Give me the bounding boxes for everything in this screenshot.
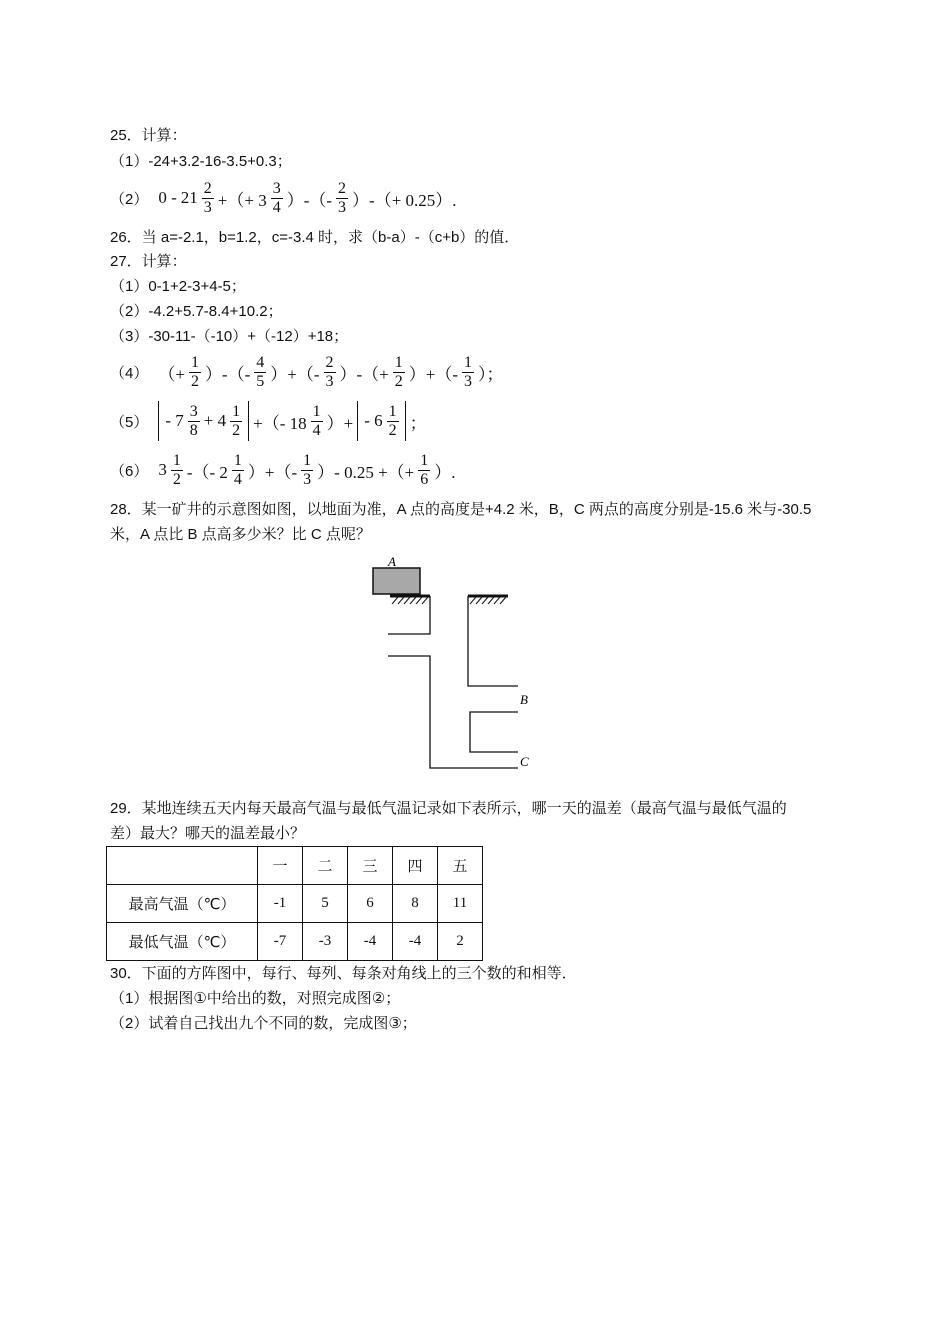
table-cell: 最高气温（℃） <box>107 885 258 923</box>
q28-line2: 米，A 点比 B 点高多少米？比 C 点呢？ <box>110 526 371 543</box>
fraction: $\frac{1}{6}$ <box>420 451 429 488</box>
table-cell: 最低气温（℃） <box>107 923 258 961</box>
q29-line1: 29．某地连续五天内每天最高气温与最低气温记录如下表所示，哪一天的温差（最高气温与最低气温的 <box>110 800 787 817</box>
table-cell: 11 <box>438 885 483 923</box>
fraction: $\frac{1}{2}$ <box>232 402 241 439</box>
table-row <box>107 885 483 923</box>
fraction: $\frac{1}{3}$ <box>303 451 312 488</box>
fraction: $\frac{4}{5}$ <box>256 353 265 390</box>
fraction: $\frac{1}{2}$ <box>190 353 199 390</box>
mine-diagram <box>360 550 560 780</box>
absolute-value: - 7 $\frac{3}{8}$ + 4 $\frac{1}{2}$ <box>158 401 249 441</box>
fraction: $\frac{1}{2}$ <box>172 451 181 488</box>
q27-part1: （1）0-1+2-3+4-5； <box>110 278 246 295</box>
table-cell: 二 <box>303 847 348 885</box>
fraction: $\frac{1}{4}$ <box>233 451 242 488</box>
point-a-block <box>373 568 420 594</box>
q27-part6: （6） 3 $\frac{1}{2}$ -（- 2 $\frac{1}{4}$ ）+（- $\frac{1}{3}$ ）- 0.25 +（+ $\frac{1}{6}$ ）. <box>110 451 456 488</box>
table-header-row <box>107 847 483 885</box>
absolute-value: - 6 $\frac{1}{2}$ <box>357 401 405 441</box>
table-cell: -1 <box>258 885 303 923</box>
q26-text: 26．当 a=-2.1，b=1.2，c=-3.4 时，求（b-a）-（c+b）的值． <box>110 229 520 246</box>
q27-title: 27．计算： <box>110 253 187 270</box>
q25-part2-label: （2） <box>110 190 149 208</box>
table-cell: 8 <box>393 885 438 923</box>
table-cell: 6 <box>348 885 393 923</box>
q25-title: 25．计算： <box>110 127 187 144</box>
table-cell: 2 <box>438 923 483 961</box>
table-cell: -4 <box>348 923 393 961</box>
left-ground-surface <box>390 596 430 604</box>
mine-shaft-walls <box>388 596 518 768</box>
q28-line1: 28．某一矿井的示意图如图，以地面为准，A 点的高度是+4.2 米，B，C 两点的高度分别是-15.6 米与-30.5 <box>110 501 812 518</box>
table-cell <box>107 847 258 885</box>
table-cell: 一 <box>258 847 303 885</box>
table-cell: 5 <box>303 885 348 923</box>
q30-part2: （2）试着自己找出九个不同的数，完成图③； <box>110 1015 417 1032</box>
fraction: $\frac{1}{2}$ <box>394 353 403 390</box>
q29-line2: 差）最大？哪天的温差最小？ <box>110 825 306 842</box>
table-cell: -4 <box>393 923 438 961</box>
q30-part1: （1）根据图①中给出的数，对照完成图②； <box>110 990 401 1007</box>
right-ground-surface <box>468 596 508 604</box>
fraction: $\frac{1}{4}$ <box>312 402 321 439</box>
temperature-table <box>106 846 483 961</box>
q27-part3: （3）-30-11-（-10）+（-12）+18； <box>110 328 349 345</box>
q25-part1: （1）-24+3.2-16-3.5+0.3； <box>110 153 292 170</box>
fraction: $\frac{2}{3}$ <box>203 179 212 216</box>
label-c: C <box>520 754 529 769</box>
label-b: B <box>520 692 528 707</box>
table-row <box>107 923 483 961</box>
fraction: $\frac{3}{4}$ <box>272 179 281 216</box>
q30-line1: 30．下面的方阵图中，每行、每列、每条对角线上的三个数的和相等． <box>110 965 577 982</box>
table-cell: 三 <box>348 847 393 885</box>
q27-part2: （2）-4.2+5.7-8.4+10.2； <box>110 303 283 320</box>
q27-part5: （5） - 7 $\frac{3}{8}$ + 4 $\frac{1}{2}$ +（- 18 $\frac{1}{4}$ ）+ - 6 $\frac{1}{2}$ ； <box>110 399 429 443</box>
fraction: $\frac{2}{3}$ <box>338 179 347 216</box>
q25-part2: （2） 0 - 21 $\frac{2}{3}$ +（+ 3 $\frac{3}{4}$ ）-（- $\frac{2}{3}$ ）-（+ 0.25）. <box>110 179 457 216</box>
fraction: $\frac{1}{3}$ <box>464 353 473 390</box>
fraction: $\frac{3}{8}$ <box>189 402 198 439</box>
table-cell: -7 <box>258 923 303 961</box>
table-cell: -3 <box>303 923 348 961</box>
fraction: $\frac{2}{3}$ <box>325 353 334 390</box>
table-cell: 五 <box>438 847 483 885</box>
table-cell: 四 <box>393 847 438 885</box>
label-a: A <box>388 554 396 569</box>
q27-part4: （4） （+ $\frac{1}{2}$ ）-（- $\frac{4}{5}$ ）+（- $\frac{2}{3}$ ）-（+ $\frac{1}{2}$ ）+（- $\frac{1}{3}$ ）； <box>110 353 504 390</box>
fraction: $\frac{1}{2}$ <box>388 402 397 439</box>
